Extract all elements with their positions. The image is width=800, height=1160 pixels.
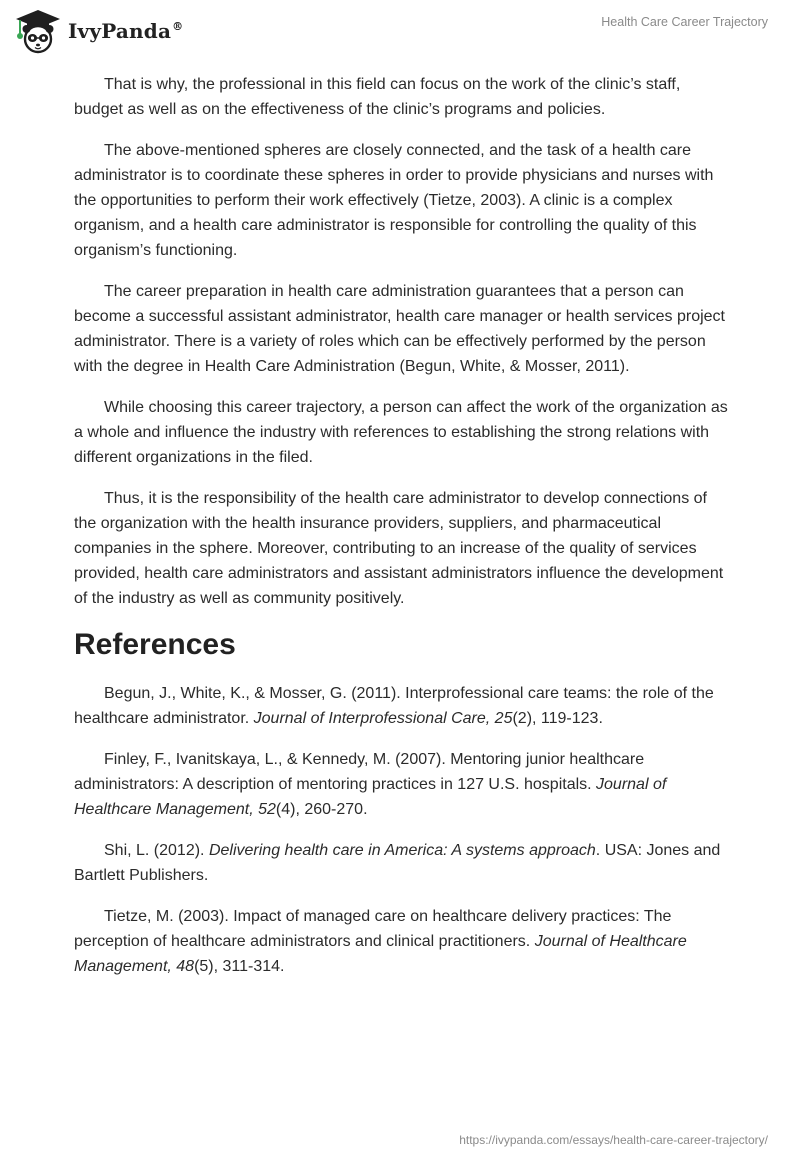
- reference-item: Tietze, M. (2003). Impact of managed care on healthcare delivery practices: The perception of healthcare administrators and clinical practitioners. Journal of Healthcare Management, 48(5), 311-314.: [74, 908, 687, 975]
- reference-source: Journal of Healthcare Management, 52: [74, 776, 667, 818]
- brand-name: IvyPanda®: [68, 19, 184, 43]
- registered-mark: ®: [172, 20, 184, 34]
- running-title: Health Care Career Trajectory: [601, 15, 768, 29]
- ivypanda-logo[interactable]: [14, 8, 183, 54]
- page-header: [0, 0, 800, 60]
- body-paragraph: While choosing this career trajectory, a person can affect the work of the organization as a whole and influence the industry with references to establishing the strong relations with different organizations in the filed.: [74, 399, 728, 466]
- body-paragraph: The career preparation in health care administration guarantees that a person can become a successful assistant administrator, health care manager or health services project administrator. There is a variety of roles which can be effectively performed by the person with the degree in Health Care Administration (Begun, White, & Mosser, 2011).: [74, 283, 725, 375]
- body-paragraph: Thus, it is the responsibility of the health care administrator to develop connections of the organization with the health insurance providers, suppliers, and pharmaceutical companies in the sphere. Moreover, contributing to an increase of the quality of services provided, health care administrators and assistant administrators influence the development of the industry as well as community positively.: [74, 490, 724, 607]
- reference-source: Delivering health care in America: A systems approach: [208, 842, 596, 859]
- body-paragraph: That is why, the professional in this field can focus on the work of the clinic’s staff, budget as well as on the effectiveness of the clinic’s programs and policies.: [74, 76, 681, 118]
- panda-graduation-cap-icon: [14, 8, 62, 54]
- references-heading: References: [74, 628, 236, 661]
- reference-item: Begun, J., White, K., & Mosser, G. (2011). Interprofessional care teams: the role of the healthcare administrator. Journal of Interprofessional Care, 25(2), 119-123.: [74, 685, 714, 727]
- essay-body: [74, 72, 730, 995]
- reference-source: Journal of Interprofessional Care, 25: [253, 710, 513, 727]
- reference-item: Finley, F., Ivanitskaya, L., & Kennedy, M. (2007). Mentoring junior healthcare administrators: A description of mentoring practices in 127 U.S. hospitals. Journal of Healthcare Management, 52(4), 260-270.: [74, 751, 667, 818]
- reference-source: Journal of Healthcare Management, 48: [74, 933, 687, 975]
- reference-item: Shi, L. (2012). Delivering health care in America: A systems approach. USA: Jones and Bartlett Publishers.: [74, 842, 721, 884]
- source-url-link[interactable]: https://ivypanda.com/essays/health-care-career-trajectory/: [459, 1133, 768, 1147]
- body-paragraph: The above-mentioned spheres are closely connected, and the task of a health care administrator is to coordinate these spheres in order to provide physicians and nurses with the opportunities to perform their work effectively (Tietze, 2003). A clinic is a complex organism, and a health care administrator is responsible for controlling the quality of this organism’s functioning.: [74, 142, 714, 259]
